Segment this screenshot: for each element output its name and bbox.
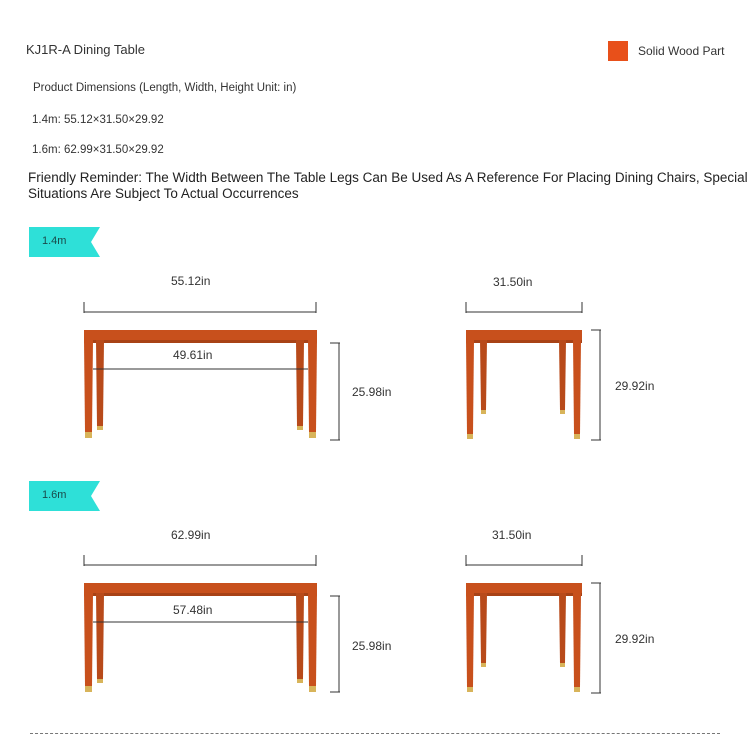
foot	[309, 432, 316, 438]
side-view-1-4m	[466, 302, 601, 440]
leg	[96, 340, 104, 426]
foot	[97, 679, 103, 683]
tabletop	[466, 330, 582, 340]
leg	[308, 340, 317, 432]
foot	[560, 410, 565, 414]
front-length-label: 55.12in	[171, 274, 211, 288]
section-tag-label: 1.4m	[42, 235, 67, 247]
foot	[85, 686, 92, 692]
apron	[84, 593, 317, 596]
front-leg-height-label: 25.98in	[352, 385, 392, 399]
height-bracket	[591, 583, 601, 693]
apron	[84, 340, 317, 343]
bottom-divider	[30, 733, 720, 734]
leg	[96, 593, 104, 679]
leg	[84, 593, 93, 686]
foot	[297, 426, 303, 430]
front-leg-height-label: 25.98in	[352, 639, 392, 653]
front-inner-width-label: 57.48in	[173, 603, 213, 617]
width-dimension-line	[466, 302, 582, 313]
tabletop	[84, 330, 317, 340]
leg	[573, 593, 581, 687]
foot	[574, 687, 580, 692]
leg	[559, 593, 566, 663]
length-dimension-line	[84, 555, 316, 566]
foot	[85, 432, 92, 438]
side-height-label: 29.92in	[615, 379, 655, 393]
foot	[309, 686, 316, 692]
leg	[84, 340, 93, 432]
side-view-1-6m	[466, 555, 601, 693]
width-dimension-line	[466, 555, 582, 566]
leg	[466, 340, 474, 434]
dimensions-heading: Product Dimensions (Length, Width, Height Unit: in)	[33, 82, 297, 94]
dimension-row-1-6m: 1.6m: 62.99×31.50×29.92	[32, 144, 164, 156]
foot	[481, 663, 486, 667]
section-tag-label: 1.6m	[42, 489, 67, 501]
leg	[573, 340, 581, 434]
foot	[574, 434, 580, 439]
height-bracket	[591, 330, 601, 440]
front-inner-width-label: 49.61in	[173, 348, 213, 362]
foot	[481, 410, 486, 414]
tabletop	[466, 583, 582, 593]
leg	[480, 593, 487, 663]
foot	[467, 434, 473, 439]
side-width-label: 31.50in	[492, 528, 532, 542]
friendly-reminder: Friendly Reminder: The Width Between The Table Legs Can Be Used As A Reference For Placing Dining Chairs, Special Situations Are Subject To Actual Occurrences	[28, 170, 748, 201]
leg	[308, 593, 317, 686]
leg	[296, 593, 304, 679]
leg	[466, 593, 474, 687]
length-dimension-line	[84, 302, 316, 313]
foot	[97, 426, 103, 430]
foot	[297, 679, 303, 683]
dimension-row-1-4m: 1.4m: 55.12×31.50×29.92	[32, 114, 164, 126]
leg	[480, 340, 487, 410]
leg-height-bracket	[330, 596, 340, 692]
front-length-label: 62.99in	[171, 528, 211, 542]
page-title: KJ1R-A Dining Table	[26, 42, 145, 57]
tabletop	[84, 583, 317, 593]
front-view-1-4m	[84, 302, 340, 440]
front-view-1-6m	[84, 555, 340, 692]
foot	[467, 687, 473, 692]
side-width-label: 31.50in	[493, 275, 533, 289]
leg	[559, 340, 566, 410]
side-height-label: 29.92in	[615, 632, 655, 646]
leg-height-bracket	[330, 343, 340, 440]
foot	[560, 663, 565, 667]
leg	[296, 340, 304, 426]
legend-label: Solid Wood Part	[638, 44, 725, 58]
